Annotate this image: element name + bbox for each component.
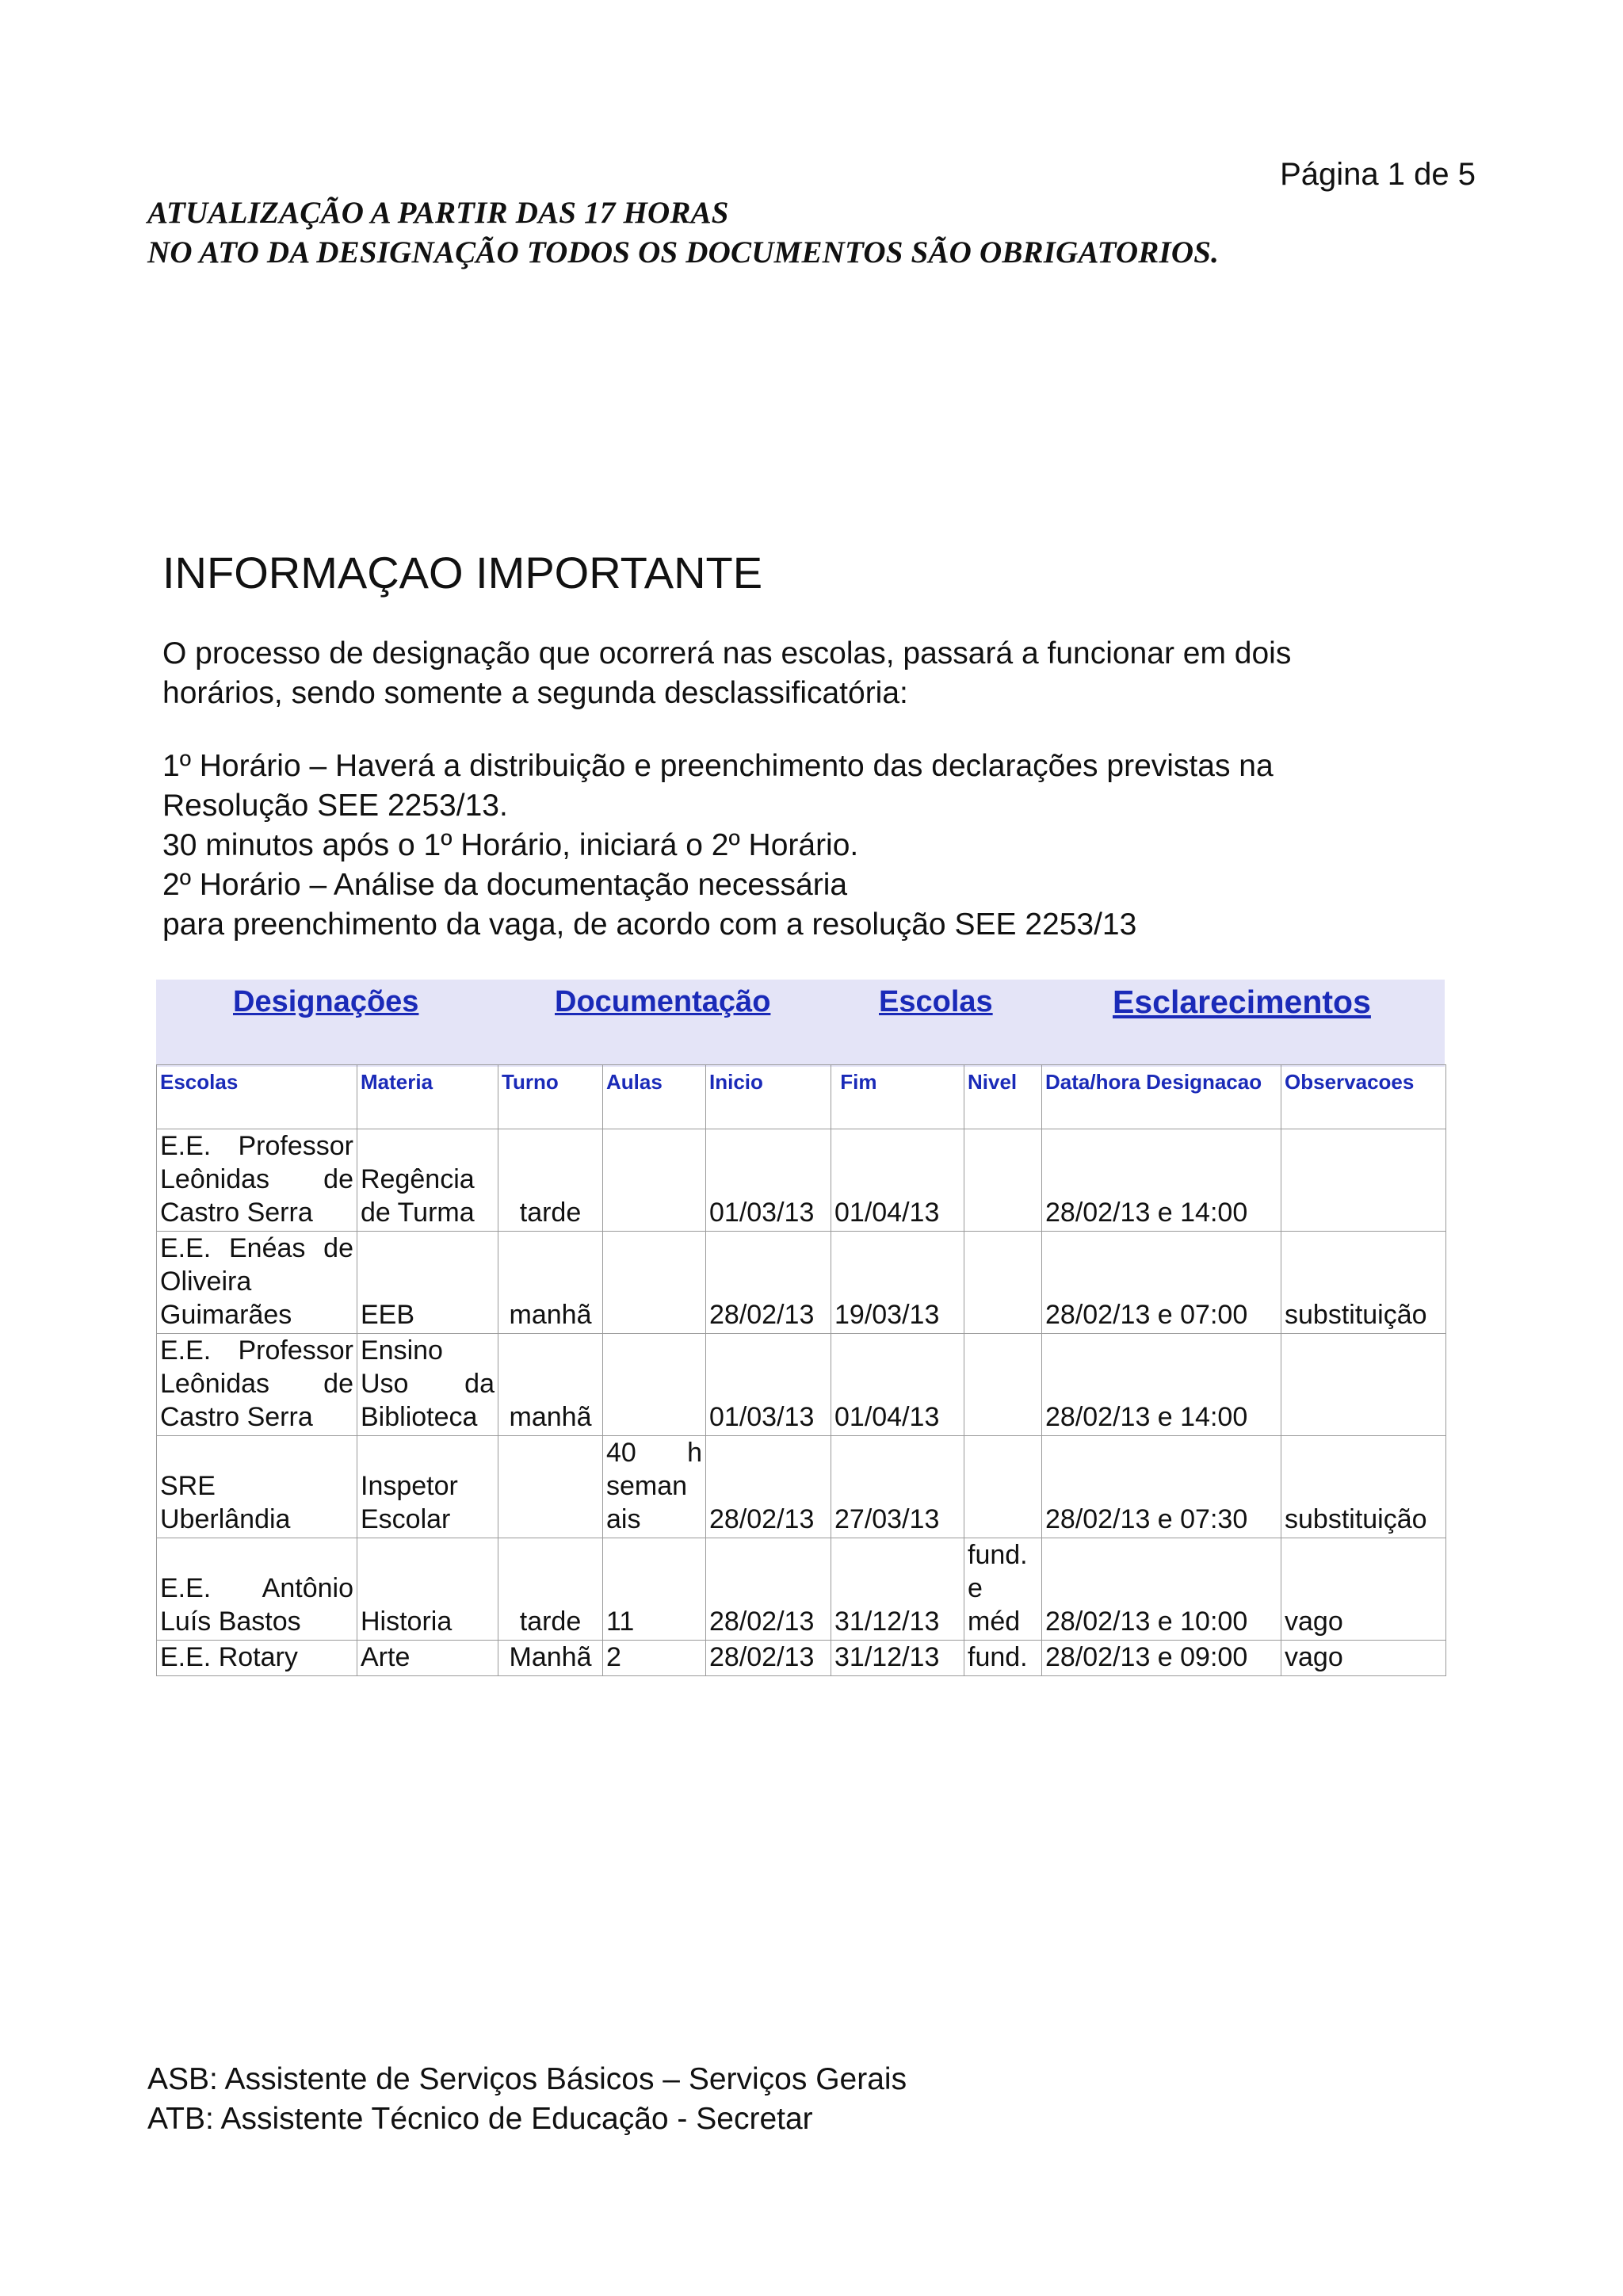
info-p2-line: 1º Horário – Haverá a distribuição e preenchimento das declarações previstas na	[162, 749, 1274, 783]
cell-nivel	[964, 1129, 1042, 1232]
header-fim: Fim	[831, 1065, 964, 1129]
cell-nivel-line: méd	[968, 1606, 1021, 1637]
update-notice: ATUALIZAÇÃO A PARTIR DAS 17 HORAS	[147, 196, 729, 230]
table-row	[157, 1641, 1446, 1676]
cell-escola	[157, 1129, 357, 1232]
cell-materia: Historia	[357, 1538, 498, 1641]
nav-link-esclarecimentos[interactable]: Esclarecimentos	[1113, 984, 1371, 1020]
header-data-hora: Data/hora Designacao	[1042, 1065, 1281, 1129]
cell-escola-line: Leônidas de	[160, 1164, 353, 1194]
cell-materia-line: Escolar	[361, 1504, 451, 1534]
cell-escola-line: E.E. Antônio	[160, 1573, 353, 1603]
table-row	[157, 1436, 1446, 1538]
cell-aulas: 11	[603, 1538, 706, 1641]
cell-materia-line: Regência	[361, 1164, 475, 1194]
cell-nivel	[964, 1232, 1042, 1334]
cell-aulas-line: seman	[606, 1471, 688, 1501]
cell-escola	[157, 1538, 357, 1641]
cell-fim: 27/03/13	[831, 1436, 964, 1538]
cell-turno: manhã	[498, 1232, 603, 1334]
cell-nivel	[964, 1538, 1042, 1641]
table-row	[157, 1129, 1446, 1232]
cell-inicio: 28/02/13	[706, 1232, 831, 1334]
designations-table	[156, 1064, 1446, 1676]
cell-materia-line: de Turma	[361, 1198, 475, 1228]
nav-link-escolas[interactable]: Escolas	[879, 985, 993, 1018]
cell-materia-line: Inspetor	[361, 1471, 458, 1501]
cell-turno	[498, 1436, 603, 1538]
cell-fim: 01/04/13	[831, 1334, 964, 1436]
cell-escola-line: E.E. Professor	[160, 1131, 353, 1161]
cell-turno: tarde	[498, 1129, 603, 1232]
cell-escola: E.E. Rotary	[157, 1641, 357, 1676]
cell-data-hora: 28/02/13 e 09:00	[1042, 1641, 1281, 1676]
cell-escola-line: Castro Serra	[160, 1198, 313, 1228]
cell-escola-line: Castro Serra	[160, 1402, 313, 1432]
cell-data-hora: 28/02/13 e 10:00	[1042, 1538, 1281, 1641]
cell-observacoes: substituição	[1281, 1436, 1446, 1538]
cell-aulas-line: 40 h	[606, 1438, 702, 1468]
header-observacoes: Observacoes	[1281, 1065, 1446, 1129]
footer-asb-note: ASB: Assistente de Serviços Básicos – Serviços Gerais	[147, 2062, 907, 2096]
cell-inicio: 28/02/13	[706, 1641, 831, 1676]
cell-turno: tarde	[498, 1538, 603, 1641]
cell-escola-line: Uberlândia	[160, 1504, 291, 1534]
cell-escola-line: Luís Bastos	[160, 1606, 301, 1637]
cell-aulas	[603, 1334, 706, 1436]
nav-link-documentacao[interactable]: Documentação	[555, 985, 771, 1018]
info-paragraph-2	[162, 747, 1462, 945]
table-row	[157, 1232, 1446, 1334]
cell-nivel-line: e	[968, 1573, 983, 1603]
cell-fim: 31/12/13	[831, 1538, 964, 1641]
info-p2-line: 2º Horário – Análise da documentação necessária	[162, 868, 848, 902]
cell-escola-line: E.E. Professor	[160, 1335, 353, 1366]
cell-escola	[157, 1436, 357, 1538]
cell-materia	[357, 1436, 498, 1538]
cell-observacoes	[1281, 1129, 1446, 1232]
cell-nivel: fund.	[964, 1641, 1042, 1676]
cell-fim: 19/03/13	[831, 1232, 964, 1334]
info-p2-line: 30 minutos após o 1º Horário, iniciará o 2º Horário.	[162, 828, 859, 862]
cell-turno: manhã	[498, 1334, 603, 1436]
cell-materia	[357, 1129, 498, 1232]
cell-nivel	[964, 1436, 1042, 1538]
cell-escola-line: SRE	[160, 1471, 216, 1501]
cell-turno: Manhã	[498, 1641, 603, 1676]
cell-data-hora: 28/02/13 e 07:00	[1042, 1232, 1281, 1334]
info-p2-line: Resolução SEE 2253/13.	[162, 789, 508, 823]
cell-nivel	[964, 1334, 1042, 1436]
info-p1-line: O processo de designação que ocorrerá nas escolas, passará a funcionar em dois	[162, 636, 1292, 670]
table-row	[157, 1334, 1446, 1436]
nav-bar	[156, 980, 1445, 1067]
info-paragraph-1	[162, 634, 1462, 713]
info-p2-line: para preenchimento da vaga, de acordo com a resolução SEE 2253/13	[162, 907, 1137, 942]
header-inicio: Inicio	[706, 1065, 831, 1129]
header-nivel: Nivel	[964, 1065, 1042, 1129]
cell-observacoes	[1281, 1334, 1446, 1436]
table-header-row	[157, 1065, 1446, 1129]
cell-materia-line: Uso da	[361, 1369, 495, 1399]
cell-materia: EEB	[357, 1232, 498, 1334]
header-materia: Materia	[357, 1065, 498, 1129]
cell-inicio: 01/03/13	[706, 1334, 831, 1436]
cell-fim: 31/12/13	[831, 1641, 964, 1676]
cell-aulas	[603, 1232, 706, 1334]
documents-notice: NO ATO DA DESIGNAÇÃO TODOS OS DOCUMENTOS SÃO OBRIGATORIOS.	[147, 235, 1220, 269]
cell-escola-line: Guimarães	[160, 1300, 292, 1330]
cell-materia	[357, 1334, 498, 1436]
table-row	[157, 1538, 1446, 1641]
cell-materia-line: Ensino	[361, 1335, 443, 1366]
info-p1-line: horários, sendo somente a segunda desclassificatória:	[162, 676, 908, 710]
cell-observacoes: vago	[1281, 1641, 1446, 1676]
page-number: Página 1 de 5	[1280, 157, 1476, 192]
header-escolas: Escolas	[157, 1065, 357, 1129]
cell-aulas	[603, 1129, 706, 1232]
cell-data-hora: 28/02/13 e 14:00	[1042, 1334, 1281, 1436]
cell-escola	[157, 1232, 357, 1334]
cell-observacoes: substituição	[1281, 1232, 1446, 1334]
cell-aulas: 2	[603, 1641, 706, 1676]
cell-inicio: 28/02/13	[706, 1436, 831, 1538]
nav-link-designacoes[interactable]: Designações	[233, 985, 419, 1018]
cell-aulas	[603, 1436, 706, 1538]
cell-escola	[157, 1334, 357, 1436]
cell-escola-line: Oliveira	[160, 1266, 252, 1297]
cell-materia-line: Biblioteca	[361, 1402, 478, 1432]
header-aulas: Aulas	[603, 1065, 706, 1129]
footer-atb-note: ATB: Assistente Técnico de Educação - Secretar	[147, 2102, 813, 2136]
cell-observacoes: vago	[1281, 1538, 1446, 1641]
cell-materia: Arte	[357, 1641, 498, 1676]
cell-data-hora: 28/02/13 e 07:30	[1042, 1436, 1281, 1538]
cell-nivel-line: fund.	[968, 1540, 1028, 1570]
cell-inicio: 28/02/13	[706, 1538, 831, 1641]
cell-escola-line: Leônidas de	[160, 1369, 353, 1399]
important-info-title: INFORMAÇAO IMPORTANTE	[162, 548, 763, 598]
cell-escola-line: E.E. Enéas de	[160, 1233, 353, 1263]
header-turno: Turno	[498, 1065, 603, 1129]
cell-inicio: 01/03/13	[706, 1129, 831, 1232]
cell-data-hora: 28/02/13 e 14:00	[1042, 1129, 1281, 1232]
cell-aulas-line: ais	[606, 1504, 641, 1534]
cell-fim: 01/04/13	[831, 1129, 964, 1232]
